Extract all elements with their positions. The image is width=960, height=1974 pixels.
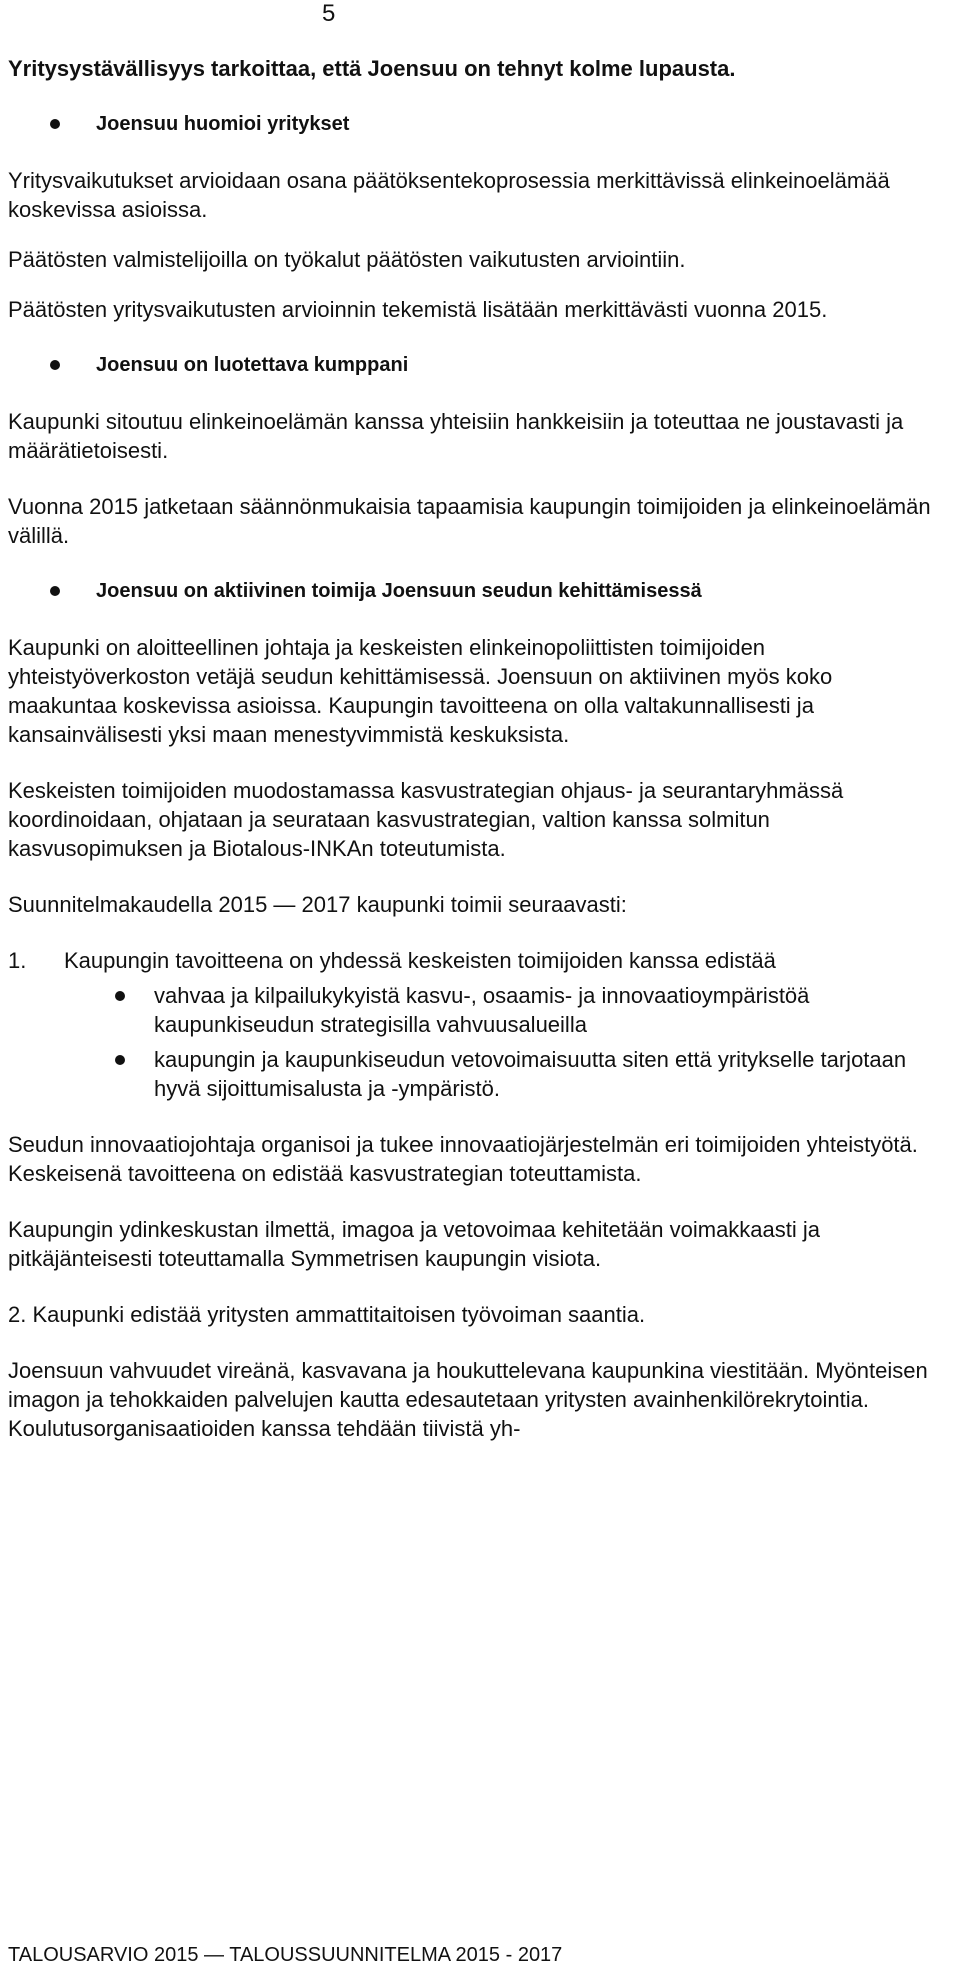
list-item	[8, 981, 942, 1039]
bullet-icon	[50, 586, 60, 596]
goal-1-number: 1.	[8, 948, 27, 973]
section-heading-text: Joensuu on luotettava kumppani	[96, 354, 409, 376]
page-content	[8, 54, 942, 1470]
goal-2-heading: 2. Kaupunki edistää yritysten ammattitaitoisen työvoiman saantia.	[8, 1302, 646, 1327]
section-heading-1	[8, 110, 942, 139]
section-1-paragraph: Päätösten yritysvaikutusten arvioinnin tekemistä lisätään merkittävästi vuonna 2015.	[8, 297, 828, 322]
section-3-paragraph: Kaupunki on aloitteellinen johtaja ja keskeisten elinkeinopoliittisten toimijoiden yhteistyöverkoston vetäjä seudun kehittämisessä. Joensuun on aktiivinen myös koko maakuntaa koskevissa asioissa. Kaupungin tavoitteena on olla valtakunnallisesti ja kansainvälisesti yksi maan menestyvimmistä keskuksista.	[8, 635, 833, 747]
bullet-icon	[115, 1055, 125, 1065]
section-1-paragraph: Päätösten valmistelijoilla on työkalut päätösten vaikutusten arviointiin.	[8, 247, 686, 272]
section-1-paragraph: Yritysvaikutukset arvioidaan osana päätöksentekoprosessia merkittävissä elinkeinoelämää koskevissa asioissa.	[8, 168, 890, 222]
list-item-text: vahvaa ja kilpailukykyistä kasvu-, osaamis- ja innovaatioympäristöä kaupunkiseudun strategisilla vahvuusalueilla	[154, 983, 810, 1037]
section-2-paragraph: Kaupunki sitoutuu elinkeinoelämän kanssa yhteisiin hankkeisiin ja toteuttaa ne joustavasti ja määrätietoisesti.	[8, 409, 904, 463]
section-heading-3	[8, 577, 942, 606]
bullet-icon	[115, 991, 125, 1001]
bullet-icon	[50, 360, 60, 370]
goal-1-bullet-list	[8, 981, 942, 1103]
page-footer: TALOUSARVIO 2015 — TALOUSSUUNNITELMA 2015 - 2017	[8, 1944, 563, 1966]
section-heading-text: Joensuu huomioi yritykset	[96, 113, 350, 135]
list-item	[8, 1045, 942, 1103]
intro-statement: Yritysystävällisyys tarkoittaa, että Joensuu on tehnyt kolme lupausta.	[8, 56, 736, 81]
section-heading-text: Joensuu on aktiivinen toimija Joensuun seudun kehittämisessä	[96, 580, 702, 602]
goal-2-paragraph: Joensuun vahvuudet vireänä, kasvavana ja houkuttelevana kaupunkina viestitään. Myönteisen imagon ja tehokkaiden palvelujen kautta edesautetaan yritysten avainhenkilörekrytointia. Koulutusorganisaatioiden kanssa tehdään tiivistä yh-	[8, 1358, 928, 1441]
section-3-paragraph: Suunnitelmakaudella 2015 — 2017 kaupunki toimii seuraavasti:	[8, 892, 627, 917]
goal-1-paragraph: Kaupungin ydinkeskustan ilmettä, imagoa ja vetovoimaa kehitetään voimakkaasti ja pitkäjänteisesti toteuttamalla Symmetrisen kaupungin visiota.	[8, 1217, 821, 1271]
goal-1-paragraph: Seudun innovaatiojohtaja organisoi ja tukee innovaatiojärjestelmän eri toimijoiden yhteistyötä. Keskeisenä tavoitteena on edistää kasvustrategian toteuttamista.	[8, 1132, 918, 1186]
bullet-icon	[50, 119, 60, 129]
section-2-paragraph: Vuonna 2015 jatketaan säännönmukaisia tapaamisia kaupungin toimijoiden ja elinkeinoelämän välillä.	[8, 494, 931, 548]
section-heading-2	[8, 351, 942, 380]
page-number: 5	[322, 0, 336, 27]
goal-1-text: Kaupungin tavoitteena on yhdessä keskeisten toimijoiden kanssa edistää	[64, 948, 776, 973]
goal-1-item	[8, 946, 942, 975]
list-item-text: kaupungin ja kaupunkiseudun vetovoimaisuutta siten että yritykselle tarjotaan hyvä sijoittumisalusta ja -ympäristö.	[154, 1047, 907, 1101]
section-3-paragraph: Keskeisten toimijoiden muodostamassa kasvustrategian ohjaus- ja seurantaryhmässä koordinoidaan, ohjataan ja seurataan kasvustrategian, valtion kanssa solmitun kasvusopimuksen ja Biotalous-INKAn toteutumista.	[8, 778, 844, 861]
